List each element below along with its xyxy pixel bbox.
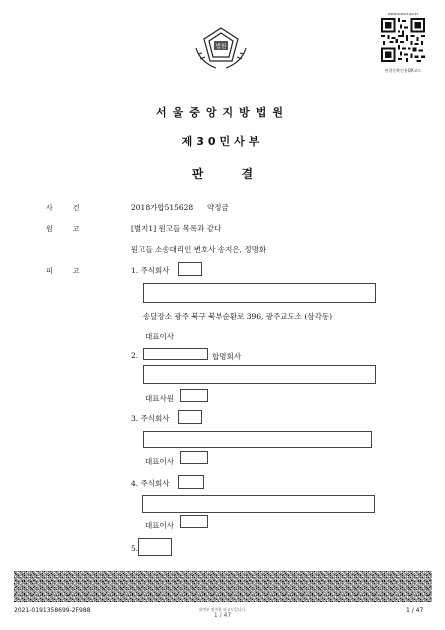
plaintiff-label: 원고 — [46, 225, 100, 233]
redacted-name-box — [178, 262, 202, 276]
page-number-center: 1 / 47 — [213, 612, 232, 619]
court-name: 서울중앙지방법원 — [155, 106, 289, 119]
defendant-1-prefix: 1. 주식회사 — [131, 266, 170, 275]
verification-qr — [381, 12, 425, 76]
defendant-4-rep-label: 대표이사 — [145, 521, 174, 530]
case-label: 사건 — [46, 204, 100, 212]
footer-center — [0, 607, 445, 619]
redacted-address-box — [143, 283, 376, 303]
case-number: 2018가합515628 — [131, 203, 194, 212]
redacted-name-box — [178, 410, 202, 424]
redacted-rep-box — [180, 451, 208, 464]
defendant-2-prefix: 2. — [131, 351, 139, 360]
emblem-label: 법원 — [215, 44, 227, 50]
redacted-rep-box — [180, 515, 208, 528]
barcode-notice: 위변조 방지용 바코드입니다. — [198, 607, 247, 612]
redacted-name-box — [178, 475, 204, 489]
defendant-1-rep-label: 대표이사 — [145, 332, 174, 341]
qr-caption: 판결문확인용QR코드 — [384, 68, 422, 73]
redacted-address-box — [143, 431, 372, 448]
document-title: 판결 — [191, 167, 292, 181]
redacted-name-box — [138, 538, 172, 556]
defendant-2-rep-label: 대표사원 — [145, 394, 174, 403]
court-emblem-icon — [190, 24, 252, 70]
anti-forgery-pattern — [14, 571, 432, 602]
redacted-rep-box — [180, 389, 208, 402]
defendant-label: 피고 — [46, 267, 100, 275]
redacted-address-box — [143, 365, 376, 384]
redacted-address-box — [142, 495, 375, 513]
document-id: 2021-0191358699-2F988 — [14, 607, 91, 614]
division-name: 제30민사부 — [181, 135, 264, 148]
redacted-name-box — [143, 348, 208, 360]
plaintiff-counsel: 원고들 소송대리인 변호사 송지은, 정명화 — [131, 245, 267, 254]
defendant-2-suffix: 합명회사 — [212, 352, 241, 361]
defendant-3-rep-label: 대표이사 — [145, 457, 174, 466]
defendant-4-prefix: 4. 주식회사 — [131, 479, 170, 488]
qr-url: www.scourt.go.kr — [387, 12, 419, 16]
plaintiff-line: [별지1] 원고들 목록과 같다 — [131, 224, 222, 233]
qr-code-icon — [381, 18, 425, 62]
defendant-3-prefix: 3. 주식회사 — [131, 414, 170, 423]
page-number: 1 / 47 — [406, 607, 424, 614]
defendant-1-address: 송달장소 광주 북구 북부순환로 396, 광주교도소 (삼각동) — [143, 312, 332, 321]
defendant-5-prefix: 5. — [131, 544, 139, 553]
case-claim: 약정금 — [207, 203, 229, 212]
